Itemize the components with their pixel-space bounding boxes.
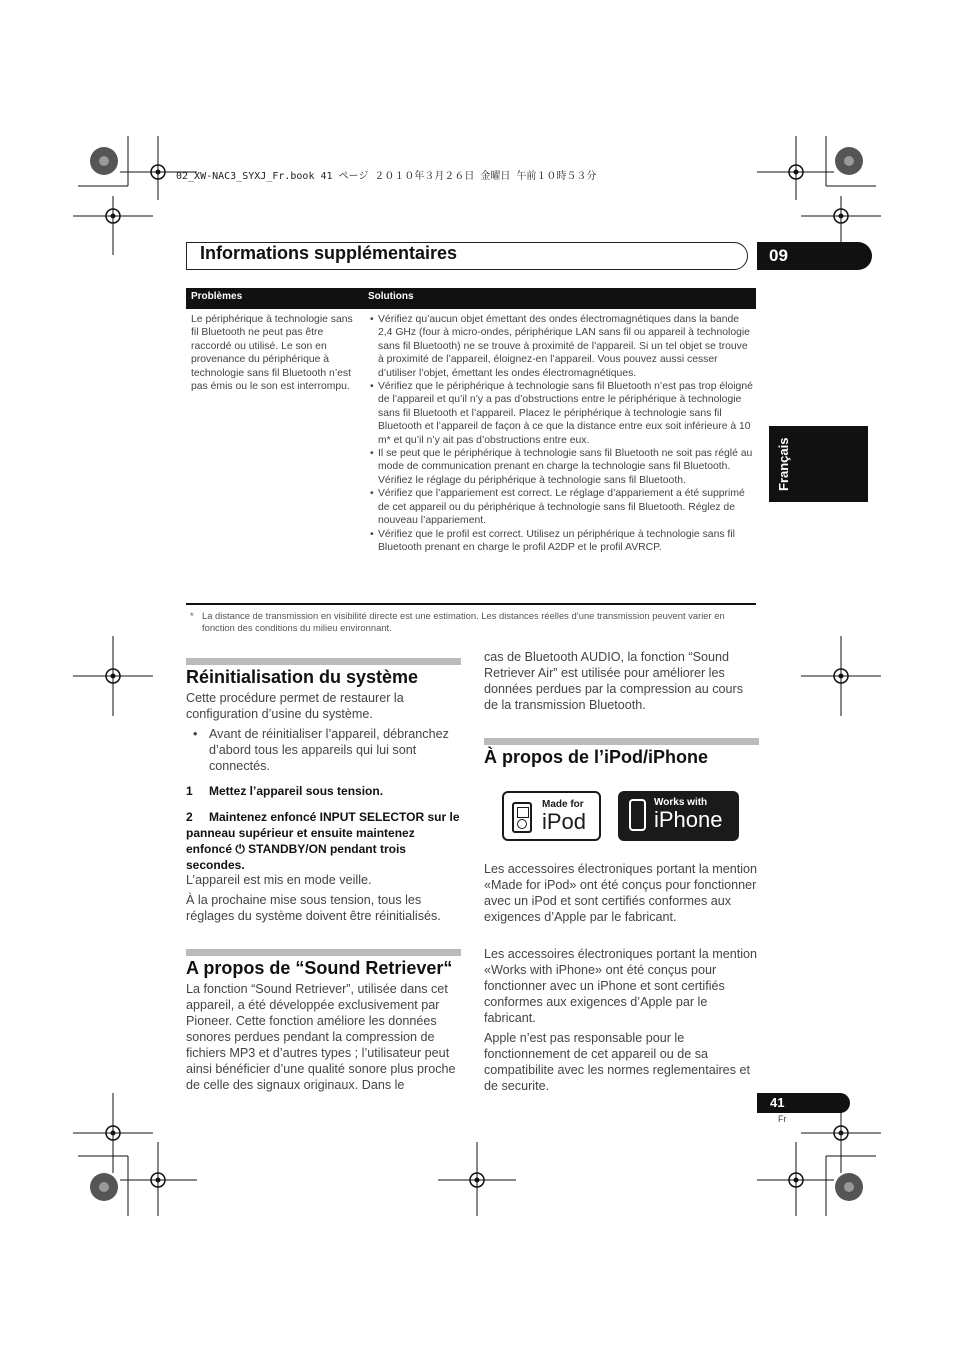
column-header-problems: Problèmes	[191, 291, 243, 302]
step-number: 1	[186, 784, 193, 798]
solution-item: • Il se peut que le périphérique à technologie sans fil Bluetooth ne soit pas réglé au mode de communication prenant en charge la technologie sans fil Bluetooth. Vérifiez le réglage du périphérique à technologie sans fil Bluetooth.	[370, 447, 756, 487]
solution-item: • Vérifiez qu’aucun objet émettant des ondes électromagnétiques dans la bande 2,4 GHz (four à micro-ondes, périphérique LAN sans fil ou appareil à technologie sans fil Bluetooth) ne se trouve à proximité de l’appareil. Si un tel objet se trouve à proximité de l’appareil, éloignez-en l’appareil. Vous pouvez aussi cesser d’utiliser l’objet, émettant les ondes électromagnétiques.	[370, 313, 756, 380]
badge-small-text: Works with	[654, 797, 708, 808]
sound-retriever-text: La fonction “Sound Retriever”, utilisée dans cet appareil, a été développée exclusivement par Pioneer. Cette fonction améliore les données sonores perdues pendant la compression de fichiers MP3 et d’autres types ; l’utilisateur peut ainsi bénéficier d’une qualité sonore plus proche de celle des signaux originaux. Dans le	[186, 982, 456, 1092]
made-for-ipod-logo	[502, 791, 601, 841]
sound-retriever-text-continued: cas de Bluetooth AUDIO, la fonction “Sound Retriever Air” est utilisée pour améliorer les données perdues par la compression au cours de la transmission Bluetooth.	[484, 650, 744, 712]
ipod-paragraph-3: Apple n’est pas responsable pour le fonctionnement de cet appareil ou de sa compatibilite avec les normes reglementaires et de securite.	[484, 1031, 750, 1093]
footnote-mark: *	[190, 610, 194, 621]
language-tab-label: Français	[776, 437, 791, 491]
step-number: 2	[186, 810, 193, 824]
troubleshooting-table-header	[186, 288, 756, 309]
reset-step-2: Maintenez enfoncé INPUT SELECTOR sur le panneau supérieur et ensuite maintenez enfoncé ⏻ STANDBY/ON pendant trois secondes.	[186, 810, 460, 872]
solution-item: • Vérifiez que le profil est correct. Utilisez un périphérique à technologie sans fil Bluetooth prenant en charge le profil A2DP et le profil AVRCP.	[370, 528, 756, 555]
chapter-number: 09	[757, 242, 872, 270]
ipod-heading: À propos de l’iPod/iPhone	[484, 747, 709, 767]
ipod-paragraph-1: Les accessoires électroniques portant la mention «Made for iPod» ont été conçus pour fonctionner avec un iPod et sont certifiés conformes aux exigences d’Apple par le fabricant.	[484, 862, 758, 924]
solution-item: • Vérifiez que l’appariement est correct. Le réglage d’appariement a été supprimé de cet appareil ou du périphérique à technologie sans fil Bluetooth. Réglez de nouveau l’appariement.	[370, 487, 756, 527]
badge-small-text: Made for	[542, 799, 584, 810]
reset-note: À la prochaine mise sous tension, tous les réglages du système doivent être réinitialisés.	[186, 893, 441, 923]
reset-result: L’appareil est mis en mode veille.	[186, 873, 372, 887]
ipod-icon	[512, 802, 532, 833]
badge-big-text: iPod	[542, 809, 587, 834]
print-info: 02_XW-NAC3_SYXJ_Fr.book 41 ページ ２０１０年３月２６日 金曜日 午前１０時５３分	[176, 171, 597, 182]
reset-heading: Réinitialisation du système	[186, 667, 419, 687]
bullet-mark: •	[193, 727, 198, 741]
ipod-paragraph-2: Les accessoires électroniques portant la mention «Works with iPhone» ont été conçus pour fonctionner avec un iPhone et sont certifiés conformes aux exigences d’Apple par le fabricant.	[484, 947, 758, 1025]
badge-big-text: iPhone	[654, 807, 723, 832]
column-header-solutions: Solutions	[368, 291, 414, 302]
section-rule	[484, 738, 759, 745]
page-language: Fr	[778, 1114, 787, 1124]
solutions-list	[370, 313, 756, 554]
page-number: 41	[757, 1093, 850, 1113]
sound-retriever-heading: A propos de “Sound Retriever“	[186, 958, 453, 978]
page-title: Informations supplémentaires	[200, 243, 458, 263]
section-rule	[186, 658, 461, 665]
reset-step-1: Mettez l’appareil sous tension.	[209, 784, 384, 798]
works-with-iphone-logo	[618, 791, 739, 841]
solution-item: • Vérifiez que le périphérique à technologie sans fil Bluetooth n’est pas trop éloigné de l’appareil et qu’il n’y a pas d’obstructions entre le périphérique à technologie sans fil Bluetooth et l’appareil. Placez le périphérique à technologie sans fil Bluetooth et l’appareil de façon à ce que la distance entre eux soit inférieure à 10 m* et qu’il n’y ait pas d’obstructions entre eux.	[370, 380, 756, 447]
reset-bullet: Avant de réinitialiser l’appareil, débranchez d’abord tous les appareils qui lui sont connectés.	[209, 727, 449, 773]
table-bottom-rule	[186, 603, 756, 605]
iphone-icon	[629, 799, 646, 831]
section-rule	[186, 949, 461, 956]
footnote-text: La distance de transmission en visibilité directe est une estimation. Les distances réelles d’une transmission peuvent varier en fonction des conditions du milieu environnant.	[202, 610, 725, 633]
reset-intro: Cette procédure permet de restaurer la configuration d’usine du système.	[186, 691, 404, 721]
problem-cell: Le périphérique à technologie sans fil Bluetooth ne peut pas être raccordé ou utilisé. Le son en provenance du périphérique à technologie sans fil Bluetooth n’est pas émis ou le son est interrompu.	[191, 314, 353, 393]
